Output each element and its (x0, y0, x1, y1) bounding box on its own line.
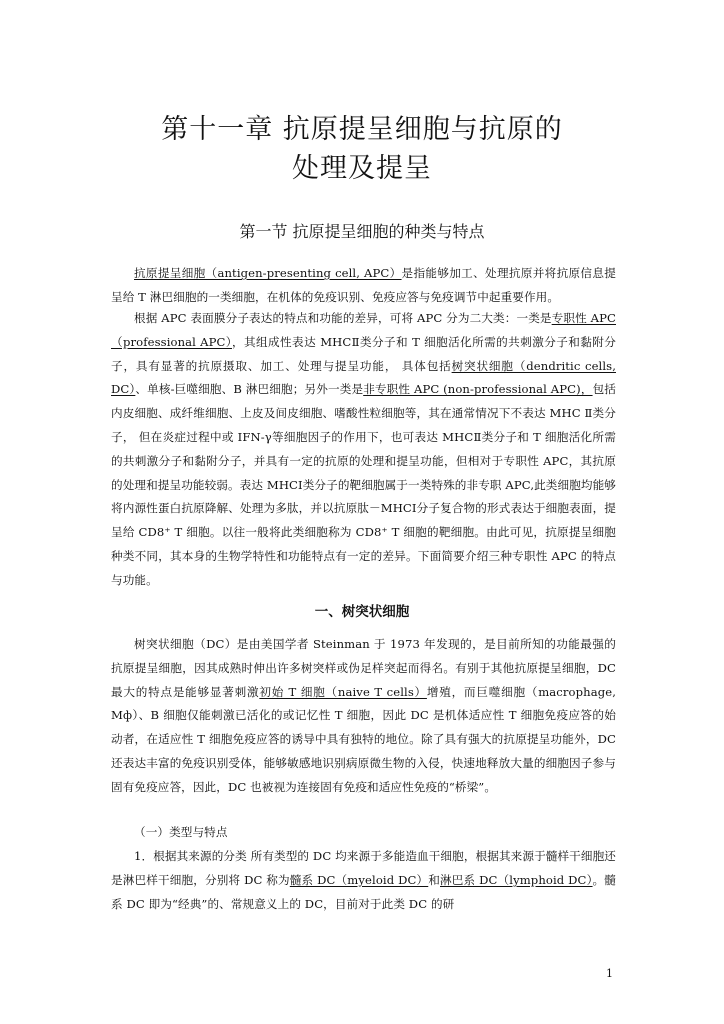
subheading-types: （一）类型与特点 (134, 825, 228, 839)
paragraph-text: 。髓系 DC 即为“经典”的、常规意义上的 DC，目前对于此类 DC 的研 (111, 872, 616, 911)
paragraph-text: ，其组成性表达 MHCⅡ类分子和 T 细胞活化所需的共刺激分子和黏附分子，具有显著的抗原摄取、加工、处理与提呈功能， 具体包括 (111, 334, 617, 373)
chapter-title-line-2: 处理及提呈 (292, 153, 432, 184)
page-number: 1 (606, 967, 613, 980)
section-title: 第一节 抗原提呈细胞的种类与特点 (239, 222, 485, 241)
subsection-title: 一、树突状细胞 (314, 604, 410, 620)
paragraph-dendritic-cells (111, 633, 616, 800)
term-myeloid-dc: 髓系 DC（myeloid DC） (289, 872, 429, 887)
term-apc: 抗原提呈细胞（antigen-presenting cell, APC） (134, 266, 402, 280)
paragraph-text: 和 (428, 872, 440, 887)
paragraph-text: 树突状细胞（DC）是由美国学者 Steinman 于 1973 年发现的，是目前所知的功能最强的抗原提呈细胞，因其成熟时伸出许多树突样或伪足样突起而得名。有别于其他抗原提呈细胞，DC 最大的特点是能够显著刺激 (111, 637, 616, 699)
term-naive-t-cells: 初始 T 细胞（naive T cells） (259, 684, 427, 699)
paragraph-text: 是指能够加工、处理抗原并将抗原信息提呈给 T 淋巴细胞的一类细胞，在机体的免疫识别、免疫应答与免疫调节中起重要作用。 (111, 266, 616, 304)
chapter-title-line-1: 第十一章 抗原提呈细胞与抗原的 (161, 114, 563, 145)
paragraph-text: 、单核-巨噬细胞、B 淋巴细胞；另外一类是 (135, 382, 364, 397)
term-professional-apc: 专职性 APC（professional APC） (111, 311, 616, 349)
term-non-professional-apc: 非专职性 APC (non-professional APC)， (363, 382, 593, 397)
paragraph-text: 包括内皮细胞、成纤维细胞、上皮及间皮细胞、嗜酸性粒细胞等，其在通常情况下不表达 MHC Ⅱ类分子， 但在炎症过程中或 IFN-γ等细胞因子的作用下，也可表达 MHCⅡ类分子和 T 细胞活化所需的共刺激分子和黏附分子，并具有一定的抗原的处理和提呈功能，但相对于专职性 APC，其抗原的处理和提呈功能较弱。表达 MHCⅠ类分子的靶细胞属于一类特殊的非专职 APC,此类细胞均能够将内源性蛋白抗原降解、处理为多肽，并以抗原肽－MHCⅠ分子复合物的形式表达于细胞表面，提呈给 CD8⁺ T 细胞。以往一般将此类细胞称为 CD8⁺ T 细胞的靶细胞。由此可见，抗原提呈细胞种类不同，其本身的生物学特性和功能特点有一定的差异。下面简要介绍三种专职性 APC 的特点与功能。 (111, 382, 616, 587)
term-dendritic-cells: 树突状细胞（dendritic cells, DC） (111, 358, 616, 397)
paragraph-text: 1．根据其来源的分类 所有类型的 DC 均来源于多能造血干细胞，根据其来源于髓样干细胞还是淋巴样干细胞，分别将 DC 称为 (111, 849, 616, 887)
paragraph-apc-classification (111, 307, 616, 593)
paragraph-apc-definition (111, 262, 616, 310)
paragraph-dc-origin (111, 845, 616, 916)
term-lymphoid-dc: 淋巴系 DC（lymphoid DC） (440, 872, 593, 887)
paragraph-text: 增殖，而巨噬细胞（macrophage, Mф）、B 细胞仅能刺激已活化的或记忆性 T 细胞，因此 DC 是机体适应性 T 细胞免疫应答的始动者，在适应性 T 细胞免疫应答的诱导中具有独特的地位。除了具有强大的抗原提呈功能外，DC 还表达丰富的免疫识别受体，能够敏感地识别病原微生物的入侵，快速地释放大量的细胞因子参与固有免疫应答，因此，DC 也被视为连接固有免疫和适应性免疫的“桥梁”。 (111, 684, 616, 794)
paragraph-text: 根据 APC 表面膜分子表达的特点和功能的差异，可将 APC 分为二大类：一类是 (134, 311, 552, 325)
